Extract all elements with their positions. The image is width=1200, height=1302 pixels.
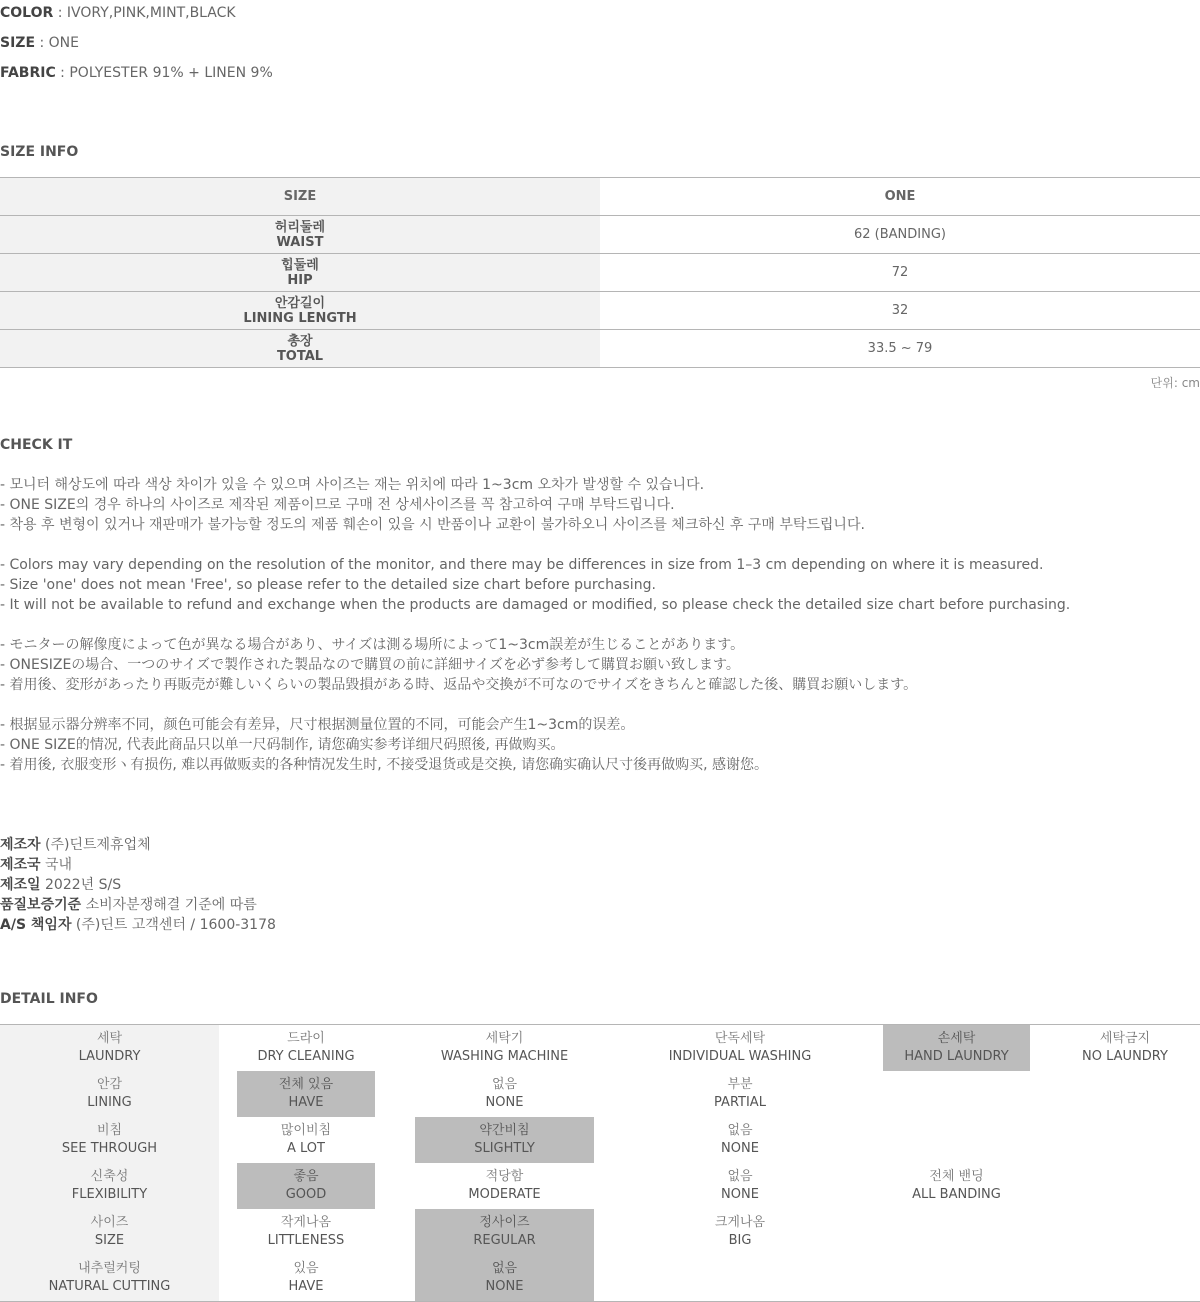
label-ko: 내추럴커팅 <box>78 1261 141 1276</box>
detail-row-label <box>0 1209 219 1255</box>
option-en: ALL BANDING <box>912 1187 1001 1202</box>
spec-color <box>0 3 236 23</box>
detail-option <box>650 1117 830 1163</box>
size-row-label-en: TOTAL <box>276 348 324 364</box>
option-ko: 드라이 <box>287 1031 325 1046</box>
manufacturer-label: 제조국 <box>0 857 41 873</box>
check-english <box>0 555 1070 615</box>
detail-info-title: DETAIL INFO <box>0 991 98 1007</box>
check-chinese <box>0 715 768 775</box>
detail-option-selected <box>883 1025 1030 1071</box>
size-row-label-ko: 안감길이 <box>274 295 326 311</box>
detail-table <box>0 1024 1200 1302</box>
detail-row-see-through <box>0 1117 1200 1163</box>
option-ko: 많이비침 <box>280 1123 332 1138</box>
table-row <box>0 330 1200 368</box>
manufacturer-line <box>0 915 276 935</box>
detail-row-label <box>0 1117 219 1163</box>
manufacturer-value: 소비자분쟁해결 기준에 따름 <box>81 897 257 913</box>
option-ko: 세탁금지 <box>1099 1031 1151 1046</box>
option-ko: 좋음 <box>293 1169 319 1184</box>
detail-row-label <box>0 1025 219 1071</box>
option-en: GOOD <box>285 1187 327 1202</box>
detail-option <box>1050 1025 1200 1071</box>
option-en: DRY CLEANING <box>257 1049 355 1064</box>
size-header-left: SIZE <box>0 178 600 216</box>
option-ko: 전체 있음 <box>278 1077 334 1092</box>
check-line: - ONE SIZE的情况, 代表此商品只以单一尺码制作, 请您确实参考详细尺码照後, 再做购买。 <box>0 737 565 753</box>
manufacturer-value: (주)딘트제휴업체 <box>40 837 151 853</box>
option-en: NONE <box>485 1279 524 1294</box>
detail-option-selected <box>415 1255 594 1301</box>
size-row-label <box>0 330 600 368</box>
size-row-value: 62 (BANDING) <box>600 216 1200 254</box>
check-line: - 모니터 해상도에 따라 색상 차이가 있을 수 있으며 사이즈는 재는 위치에 따라 1~3cm 오차가 발생할 수 있습니다. <box>0 477 705 493</box>
option-ko: 없음 <box>491 1261 518 1276</box>
detail-option <box>650 1163 830 1209</box>
detail-row-laundry <box>0 1025 1200 1071</box>
option-ko: 없음 <box>491 1077 518 1092</box>
option-en: NONE <box>721 1187 759 1202</box>
detail-option <box>415 1071 594 1117</box>
size-row-label-en: WAIST <box>276 234 324 250</box>
manufacturer-value: 2022년 S/S <box>40 877 122 893</box>
detail-option-selected <box>237 1163 375 1209</box>
table-row <box>0 254 1200 292</box>
check-line: - ONESIZEの場合、一つのサイズで製作された製品なので購買の前に詳細サイズを必ず参考して購買お願い致します。 <box>0 657 740 673</box>
check-line: - 착용 후 변형이 있거나 재판매가 불가능할 정도의 제품 훼손이 있을 시 반품이나 교환이 불가하오니 사이즈를 체크하신 후 구매 부탁드립니다. <box>0 517 865 533</box>
option-en: BIG <box>728 1233 752 1248</box>
manufacturer-label: A/S 책임자 <box>0 917 72 933</box>
option-ko: 단독세탁 <box>714 1031 766 1046</box>
option-en: SLIGHTLY <box>474 1141 535 1156</box>
option-ko: 있음 <box>293 1261 319 1276</box>
label-en: FLEXIBILITY <box>71 1187 148 1202</box>
option-en: HAVE <box>288 1095 324 1110</box>
size-row-value: 33.5 ~ 79 <box>600 330 1200 368</box>
option-ko: 적당함 <box>485 1169 524 1184</box>
manufacturer-label: 제조자 <box>0 837 41 853</box>
unit-note: 단위: cm <box>1150 376 1200 390</box>
label-en: SIZE <box>94 1233 125 1248</box>
manufacturer-line <box>0 875 121 895</box>
size-table <box>0 177 1200 368</box>
size-header-right: ONE <box>600 178 1200 216</box>
spec-size-label: SIZE <box>0 35 36 51</box>
size-row-label-ko: 총장 <box>287 333 313 349</box>
detail-row-natural-cutting <box>0 1255 1200 1301</box>
option-ko: 작게나옴 <box>280 1215 332 1230</box>
detail-option <box>650 1071 830 1117</box>
option-en: MODERATE <box>468 1187 541 1202</box>
option-en: WASHING MACHINE <box>440 1049 569 1064</box>
size-row-label-ko: 힙둘레 <box>281 257 319 273</box>
manufacturer-value: 국내 <box>40 857 73 873</box>
option-ko: 전체 밴딩 <box>929 1169 984 1184</box>
spec-size <box>0 33 79 53</box>
option-en: HAND LAUNDRY <box>904 1049 1009 1064</box>
detail-option <box>883 1163 1030 1209</box>
check-korean <box>0 475 865 535</box>
detail-row-label <box>0 1255 219 1301</box>
option-ko: 세탁기 <box>485 1031 524 1046</box>
option-en: REGULAR <box>473 1233 536 1248</box>
label-ko: 세탁 <box>96 1031 123 1046</box>
check-line: - 根据显示器分辨率不同，颜色可能会有差异，尺寸根据测量位置的不同，可能会产生1~3cm的误差。 <box>0 717 635 733</box>
detail-option <box>415 1025 594 1071</box>
size-row-value: 32 <box>600 292 1200 330</box>
table-row <box>0 216 1200 254</box>
detail-option <box>415 1163 594 1209</box>
check-line: - モニターの解像度によって色が異なる場合があり、サイズは測る場所によって1~3cm誤差が生じることがあります。 <box>0 637 745 653</box>
check-japanese <box>0 635 917 695</box>
option-en: LITTLENESS <box>267 1233 345 1248</box>
check-it-title: CHECK IT <box>0 437 73 453</box>
check-line: - 着用後, 衣服变形ヽ有损伤, 难以再做贩卖的各种情况发生时, 不接受退货或是交换, 请您确实确认尺寸後再做购买, 感谢您。 <box>0 757 769 773</box>
size-row-label <box>0 254 600 292</box>
label-en: SEE THROUGH <box>61 1141 158 1156</box>
label-ko: 사이즈 <box>90 1215 129 1230</box>
option-ko: 손세탁 <box>937 1031 976 1046</box>
detail-option <box>237 1117 375 1163</box>
spec-fabric <box>0 63 273 83</box>
detail-option-selected <box>237 1071 375 1117</box>
detail-option <box>237 1255 375 1301</box>
check-line: - 着用後、変形があったり再販売が難しいくらいの製品毀損がある時、返品や交換が不可なのでサイズをきちんと確認した後、購買お願いします。 <box>0 677 918 693</box>
size-table-header <box>0 178 1200 216</box>
manufacturer-line <box>0 835 151 855</box>
option-en: NONE <box>721 1141 759 1156</box>
label-ko: 신축성 <box>90 1169 129 1184</box>
detail-option <box>219 1025 393 1071</box>
detail-row-size <box>0 1209 1200 1255</box>
manufacturer-line <box>0 895 257 915</box>
label-ko: 안감 <box>96 1077 123 1092</box>
option-en: NO LAUNDRY <box>1082 1049 1168 1064</box>
option-en: INDIVIDUAL WASHING <box>668 1049 812 1064</box>
detail-option <box>650 1209 830 1255</box>
detail-row-label <box>0 1163 219 1209</box>
option-ko: 부분 <box>727 1077 753 1092</box>
detail-row-lining <box>0 1071 1200 1117</box>
option-en: PARTIAL <box>714 1095 766 1110</box>
manufacturer-label: 품질보증기준 <box>0 897 82 913</box>
detail-option-selected <box>415 1209 594 1255</box>
spec-fabric-value: : POLYESTER 91% + LINEN 9% <box>55 65 273 81</box>
spec-color-label: COLOR <box>0 5 54 21</box>
size-info-title: SIZE INFO <box>0 144 79 160</box>
option-ko: 약간비침 <box>479 1123 530 1138</box>
option-en: NONE <box>485 1095 524 1110</box>
manufacturer-line <box>0 855 72 875</box>
size-row-label <box>0 292 600 330</box>
spec-size-value: : ONE <box>35 35 79 51</box>
check-line: - Colors may vary depending on the resolution of the monitor, and there may be differences in size from 1–3 cm depending on where it is measured. <box>0 557 1044 573</box>
detail-option-selected <box>415 1117 594 1163</box>
spec-fabric-label: FABRIC <box>0 65 56 81</box>
label-ko: 비침 <box>96 1123 123 1138</box>
check-line: - It will not be available to refund and exchange when the products are damaged or modified, so please check the detailed size chart before purchasing. <box>0 597 1071 613</box>
option-ko: 없음 <box>727 1123 753 1138</box>
detail-option <box>650 1025 830 1071</box>
table-row <box>0 292 1200 330</box>
spec-color-value: : IVORY,PINK,MINT,BLACK <box>53 5 236 21</box>
option-en: HAVE <box>288 1279 324 1294</box>
manufacturer-value: (주)딘트 고객센터 / 1600-3178 <box>71 917 276 933</box>
option-en: A LOT <box>287 1141 325 1156</box>
size-row-label-en: HIP <box>287 272 313 288</box>
manufacturer-label: 제조일 <box>0 877 41 893</box>
size-row-value: 72 <box>600 254 1200 292</box>
check-line: - Size 'one' does not mean 'Free', so please refer to the detailed size chart before purchasing. <box>0 577 656 593</box>
label-en: LAUNDRY <box>78 1049 141 1064</box>
size-row-label <box>0 216 600 254</box>
detail-row-label <box>0 1071 219 1117</box>
size-row-label-ko: 허리둘레 <box>274 219 326 235</box>
label-en: NATURAL CUTTING <box>48 1279 171 1294</box>
option-ko: 없음 <box>727 1169 753 1184</box>
option-ko: 정사이즈 <box>479 1215 530 1230</box>
check-line: - ONE SIZE의 경우 하나의 사이즈로 제작된 제품이므로 구매 전 상세사이즈를 꼭 참고하여 구매 부탁드립니다. <box>0 497 675 513</box>
label-en: LINING <box>87 1095 132 1110</box>
size-row-label-en: LINING LENGTH <box>243 310 357 326</box>
detail-option <box>237 1209 375 1255</box>
detail-row-flexibility <box>0 1163 1200 1209</box>
option-ko: 크게나옴 <box>714 1215 766 1230</box>
